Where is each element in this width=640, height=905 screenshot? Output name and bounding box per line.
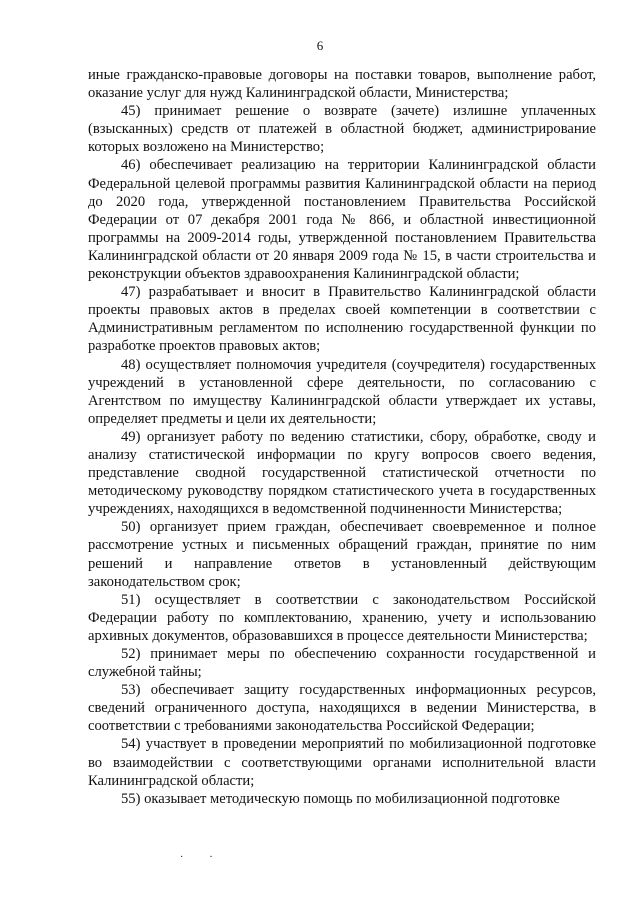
paragraph-item-47: 47) разрабатывает и вносит в Правительство Калининградской области проекты правовых актов в пределах своей компетенции в соответствии с Административным регламентом по исполнению государственной функции по разработке проектов правовых актов;	[88, 284, 596, 355]
paragraph-continuation: иные гражданско-правовые договоры на поставки товаров, выполнение работ, оказание услуг для нужд Калининградской области, Министерства;	[88, 67, 596, 102]
paragraph-item-54: 54) участвует в проведении мероприятий по мобилизационной подготовке во взаимодействии с соответствующими органами исполнительной власти Калининградской области;	[88, 736, 596, 789]
paragraph-item-55: 55) оказывает методическую помощь по мобилизационной подготовке	[121, 790, 560, 807]
document-body	[88, 66, 596, 808]
paragraph-item-46: 46) обеспечивает реализацию на территории Калининградской области Федеральной целевой программы развития Калининградской области на период до 2020 года, утвержденной постановлением Правительства Российской Федерации от 07 декабря 2001 года № 866, и областной инвестиционной программы на 2009-2014 годы, утвержденной постановлением Правительства Калининградской области от 20 января 2009 года № 15, в части строительства и реконструкции объектов здравоохранения Калининградской области;	[88, 157, 596, 283]
paragraph-item-53: 53) обеспечивает защиту государственных информационных ресурсов, сведений ограниченного доступа, находящихся в ведении Министерства, в соответствии с требованиями законодательства Российской Федерации;	[88, 682, 596, 735]
paragraph-item-52: 52) принимает меры по обеспечению сохранности государственной и служебной тайны;	[88, 646, 596, 681]
paragraph-item-49: 49) организует работу по ведению статистики, сбору, обработке, своду и анализу статистической информации по кругу вопросов своего ведения, представление сводной государственной статистической отчетности по методическому руководству порядком статистического учета в государственных учреждениях, находящихся в ведомственной подчиненности Министерства;	[88, 428, 596, 518]
paragraph-item-50: 50) организует прием граждан, обеспечивает своевременное и полное рассмотрение устных и письменных обращений граждан, принятие по ним решений и направление ответов в установленный действующим законодательством срок;	[88, 519, 596, 590]
paragraph-item-45: 45) принимает решение о возврате (зачете) излишне уплаченных (взысканных) средств от платежей в областной бюджет, администрирование которых возложено на Министерство;	[88, 103, 596, 156]
page-number: 6	[316, 38, 324, 53]
paragraph-item-51: 51) осуществляет в соответствии с законодательством Российской Федерации работу по комплектованию, хранению, учету и использованию архивных документов, образовавшихся в процессе деятельности Министерства;	[88, 591, 596, 644]
paragraph-item-48: 48) осуществляет полномочия учредителя (соучредителя) государственных учреждений в установленной сфере деятельности, по согласованию с Агентством по имуществу Калининградской области утверждает их уставы, определяет предметы и цели их деятельности;	[88, 356, 596, 427]
scan-specks: ··	[180, 852, 239, 863]
